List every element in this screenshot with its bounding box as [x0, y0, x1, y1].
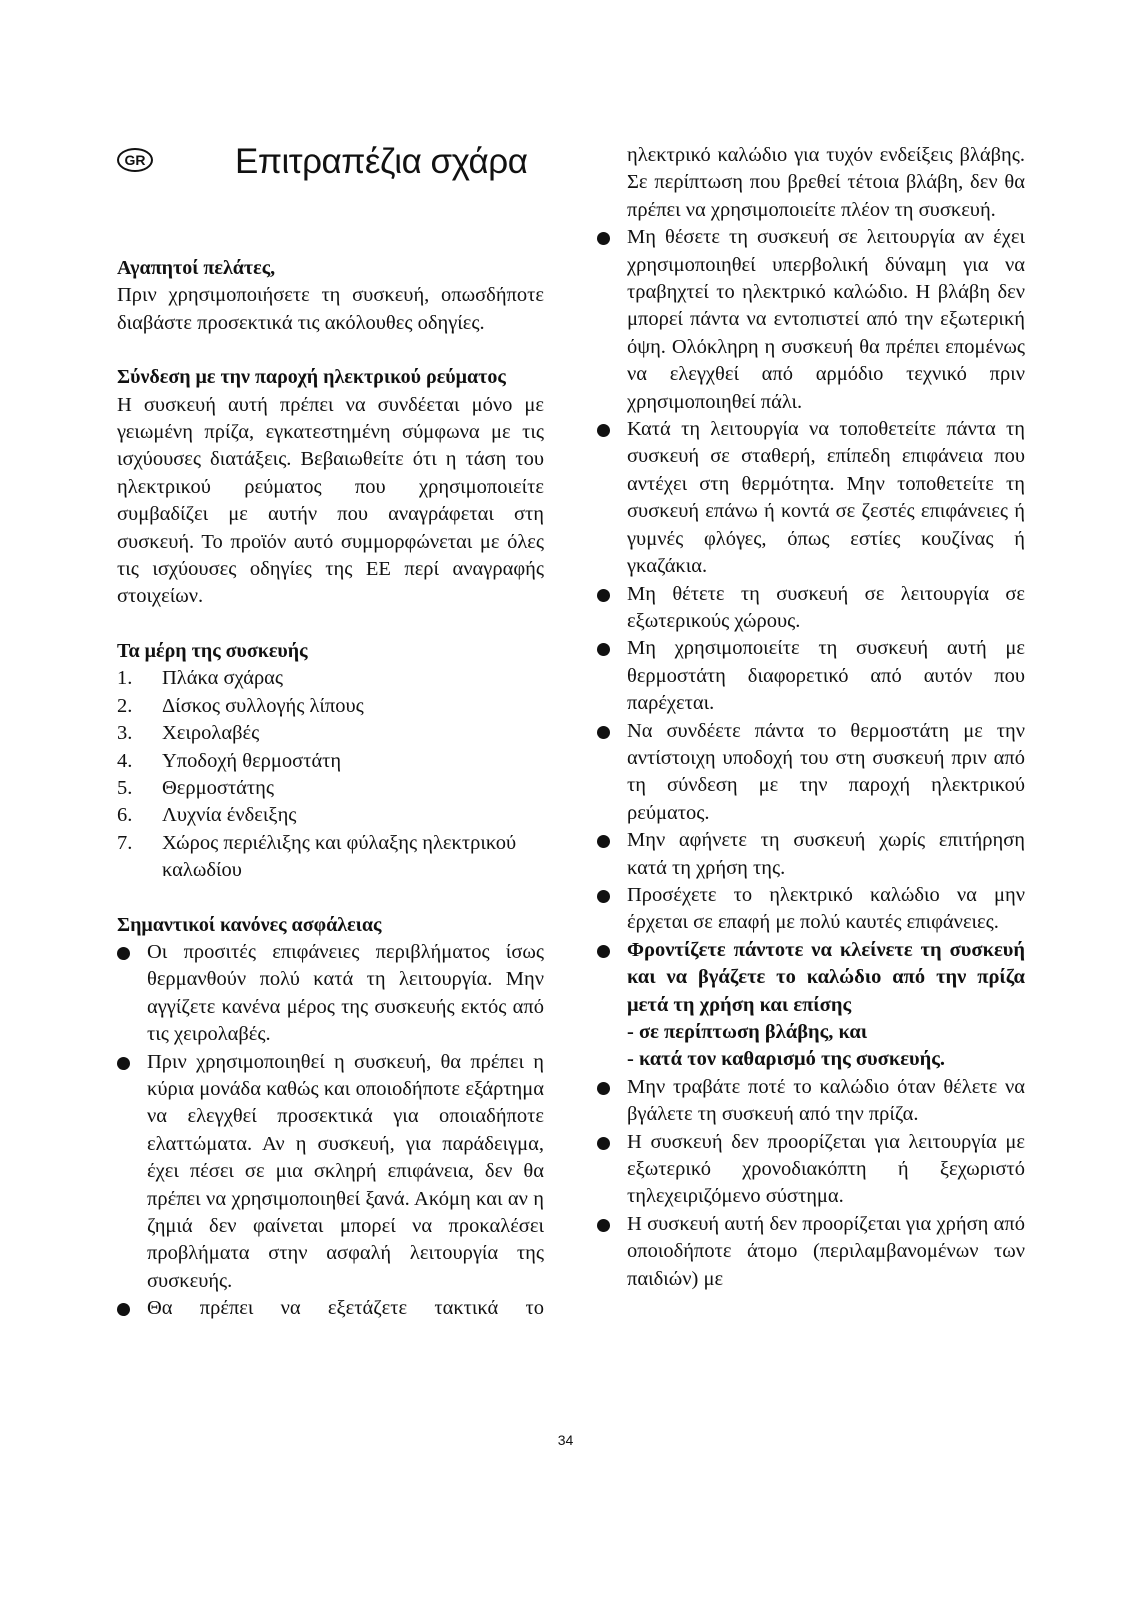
list-item — [117, 775, 544, 802]
right-column-flow — [597, 142, 1025, 1293]
page-title: Επιτραπέζια σχάρα — [235, 142, 528, 181]
list-item — [117, 802, 544, 829]
bullet-icon — [597, 726, 610, 739]
bullet-icon — [597, 835, 610, 848]
continued-text: ηλεκτρικό καλώδιο για τυχόν ενδείξεις βλάβης. Σε περίπτωση που βρεθεί τέτοια βλάβη, δεν θα πρέπει να χρησιμοποιείτε πλέον τη συσκευή. — [627, 144, 1025, 221]
connection-heading: Σύνδεση με την παροχή ηλεκτρικού ρεύματος — [117, 366, 506, 389]
bullet-icon — [117, 947, 130, 960]
list-item-number: 2. — [117, 694, 133, 717]
language-badge: GR — [117, 148, 153, 172]
list-item-text: Προσέχετε το ηλεκτρικό καλώδιο να μην έρχεται σε επαφή με πολύ καυτές επιφάνειες. — [627, 883, 1025, 934]
list-item — [597, 1074, 1025, 1129]
list-item-text: Η συσκευή δεν προορίζεται για λειτουργία με εξωτερικό χρονοδιακόπτη ή ξεχωριστό τηλεχειριζόμενο σύστημα. — [627, 1130, 1025, 1208]
list-item — [597, 1129, 1025, 1211]
list-subitem: - κατά τον καθαρισμό της συσκευής. — [627, 1048, 946, 1071]
list-item-text: Μην αφήνετε τη συσκευή χωρίς επιτήρηση κατά τη χρήση της. — [627, 829, 1025, 879]
bullet-icon — [597, 1137, 610, 1150]
list-item-bold — [597, 937, 1025, 1074]
safety-heading: Σημαντικοί κανόνες ασφάλειας — [117, 913, 382, 936]
list-item-label: Δίσκος συλλογής λίπους — [162, 694, 364, 717]
list-item-text: Πριν χρησιμοποιηθεί η συσκευή, θα πρέπει η κύρια μονάδα καθώς και οποιοδήποτε εξάρτημα να ελεγχθεί προσεκτικά για οποιαδήποτε ελαττώματα. Αν η συσκευή, για παράδειγμα, έχει πέσει σε μια σκληρή επιφάνεια, δεν θα πρέπει να χρησιμοποιηθεί ξανά. Ακόμη και αν η ζημιά δεν φαίνεται μπορεί να προκαλέσει προβλήματα στην ασφαλή λειτουργία της συσκευής. — [147, 1050, 544, 1292]
list-item-text: Οι προσιτές επιφάνειες περιβλήματος ίσως θερμανθούν πολύ κατά τη λειτουργία. Μην αγγίζετε κανένα μέρος της συσκευής εκτός από τις χειρολαβές. — [147, 940, 544, 1046]
bullet-icon — [597, 589, 610, 602]
connection-text: Η συσκευή αυτή πρέπει να συνδέεται μόνο με γειωμένη πρίζα, εγκατεστημένη σύμφωνα με τις ισχύουσες διατάξεις. Βεβαιωθείτε ότι η τάση του ηλεκτρικού ρεύματος που χρησιμοποιείτε συμβαδίζει με αυτήν που αναγράφεται στη συσκευή. Το προϊόν αυτό συμμορφώνεται με όλες τις ισχύουσες οδηγίες της ΕΕ περί αναγραφής στοιχείων. — [117, 393, 544, 608]
bullet-icon — [117, 1303, 130, 1316]
parts-heading: Τα μέρη της συσκευής — [117, 639, 308, 662]
list-item-number: 1. — [117, 667, 133, 690]
list-item-number: 4. — [117, 749, 133, 772]
list-item — [597, 1211, 1025, 1293]
list-item — [597, 581, 1025, 636]
list-item-text: Να συνδέετε πάντα το θερμοστάτη με την αντίστοιχη υποδοχή του στη συσκευή πριν από τη σύνδεση με την παροχή ηλεκτρικού ρεύματος. — [627, 719, 1025, 824]
list-item-label: Χειρολαβές — [162, 722, 260, 745]
bullet-icon — [597, 643, 610, 656]
list-item — [117, 720, 544, 747]
list-item-label: Θερμοστάτης — [162, 776, 274, 799]
bullet-icon — [597, 1082, 610, 1095]
list-item-number: 3. — [117, 722, 133, 745]
list-item-text: Κατά τη λειτουργία να τοποθετείτε πάντα τη συσκευή σε σταθερή, επίπεδη επιφάνεια που αντέχει στη θερμότητα. Μην τοποθετείτε τη συσκευή επάνω ή κοντά σε ζεστές επιφάνειες ή γυμνές φλόγες, όπως εστίες κουζίνας ή γκαζάκια. — [627, 418, 1025, 578]
list-item — [597, 827, 1025, 882]
bullet-icon — [597, 1219, 610, 1232]
list-item-number: 5. — [117, 776, 133, 799]
list-item — [117, 939, 544, 1049]
parts-list — [117, 665, 544, 884]
list-item — [117, 693, 544, 720]
list-item-text: Φροντίζετε πάντοτε να κλείνετε τη συσκευή και να βγάζετε το καλώδιο από την πρίζα μετά τη χρήση και επίσης — [627, 938, 1025, 1016]
bullet-icon — [597, 945, 610, 958]
bullet-icon — [597, 232, 610, 245]
list-item-text: Μην τραβάτε ποτέ το καλώδιο όταν θέλετε να βγάλετε τη συσκευή από την πρίζα. — [627, 1075, 1025, 1126]
list-item — [117, 665, 544, 692]
list-item — [597, 224, 1025, 416]
bullet-icon — [597, 424, 610, 437]
list-item — [117, 830, 544, 885]
list-item-label: Χώρος περιέλιξης και φύλαξης ηλεκτρικού καλωδίου — [162, 831, 517, 882]
safety-list-right — [597, 224, 1025, 1293]
list-item-text: Μη θέσετε τη συσκευή σε λειτουργία αν έχει χρησιμοποιηθεί υπερβολική δύναμη για να τραβηχτεί το ηλεκτρικό καλώδιο. Η βλάβη δεν μπορεί πάντα να εντοπιστεί από την εξωτερική όψη. Ολόκληρη η συσκευή θα πρέπει επομένως να ελεγχθεί από αρμόδιο τεχνικό πριν χρησιμοποιηθεί πάλι. — [627, 226, 1025, 413]
page-number: 34 — [557, 1432, 574, 1448]
list-item-text: Μη θέτετε τη συσκευή σε λειτουργία σε εξωτερικούς χώρους. — [627, 582, 1025, 632]
list-item — [117, 1295, 544, 1322]
list-item-text: Η συσκευή αυτή δεν προορίζεται για χρήση από οποιοδήποτε άτομο (περιλαμβανομένων των παιδιών) με — [627, 1212, 1025, 1290]
list-item-label: Λυχνία ένδειξης — [162, 804, 297, 827]
list-item-text: Θα πρέπει να εξετάζετε τακτικά το — [147, 1297, 544, 1320]
bullet-icon — [117, 1057, 130, 1070]
list-item — [117, 1049, 544, 1296]
intro-text: Πριν χρησιμοποιήσετε τη συσκευή, οπωσδήποτε διαβάστε προσεκτικά τις ακόλουθες οδηγίες. — [117, 284, 544, 334]
list-item — [597, 416, 1025, 580]
list-item — [597, 882, 1025, 937]
intro-heading: Αγαπητοί πελάτες, — [117, 257, 276, 279]
bullet-icon — [597, 890, 610, 903]
list-item-number: 6. — [117, 804, 133, 827]
list-item-text: Μη χρησιμοποιείτε τη συσκευή αυτή με θερμοστάτη διαφορετικό από αυτόν που παρέχεται. — [627, 637, 1025, 715]
list-item — [117, 748, 544, 775]
list-item-label: Πλάκα σχάρας — [162, 667, 284, 690]
list-item-label: Υποδοχή θερμοστάτη — [162, 749, 342, 772]
list-subitem: - σε περίπτωση βλάβης, και — [627, 1021, 868, 1043]
list-item — [597, 718, 1025, 828]
list-item-number: 7. — [117, 831, 133, 854]
left-column-flow — [117, 255, 544, 1323]
list-item — [597, 635, 1025, 717]
safety-list-left — [117, 939, 544, 1323]
